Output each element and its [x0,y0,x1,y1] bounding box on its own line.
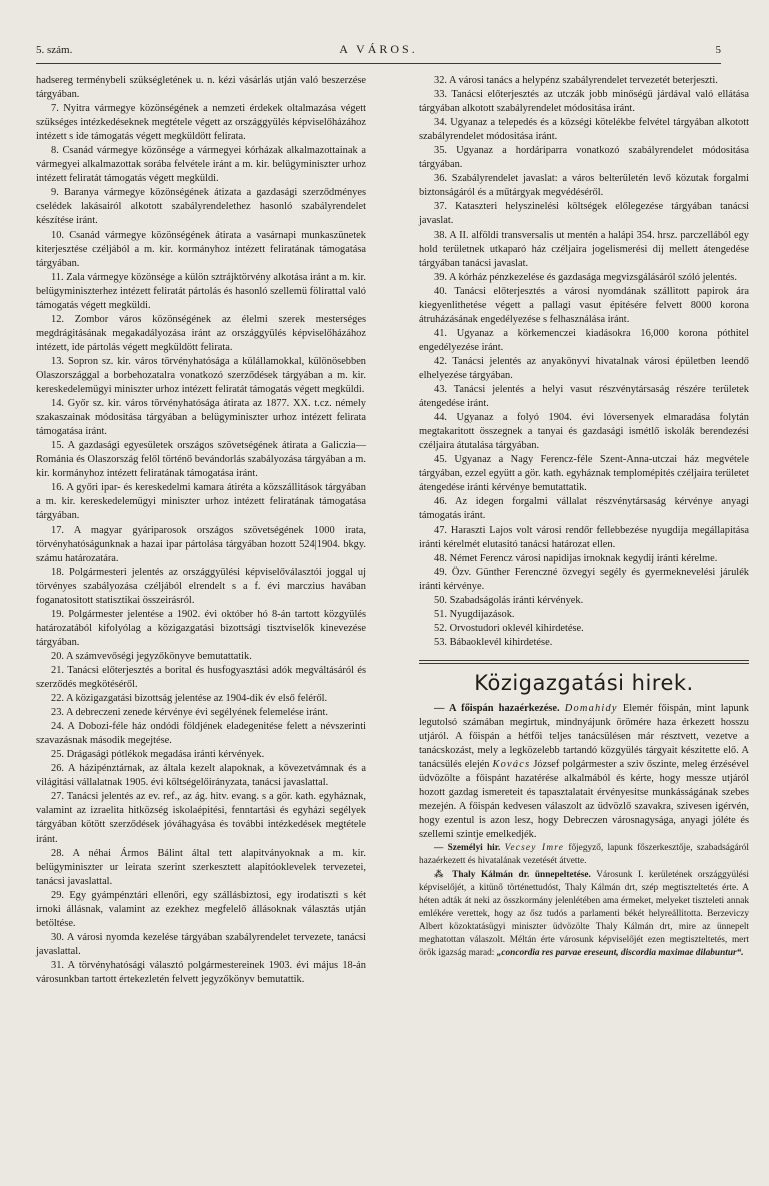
news-text: Elemér főispán, mint lapunk legutolsó számában megirtuk, mindnyájunk örömére haza érkezett hosszu utjáról. A főispán a hétfői teljes tanácsülésen már résztvett, vezetve a tanácskozást, mely a legközelebb tartandó közgyülés tárgyait készitette elő. A tanácsülés elején [419,702,749,771]
agenda-item: 9. Baranya vármegye közönségének átizata a gazdasági szerződményes cselédek lakásairól alkotott szabályrendelethez hasonló szabályrendelet készítése iránt. [36,187,366,227]
left-column [36,74,366,987]
header-rule [36,63,721,64]
agenda-item: 21. Tanácsi előterjesztés a borital és husfogyasztási adók megváltásáról és szerződés megkötéséről. [36,664,366,691]
agenda-item: 27. Tanácsi jelentés az ev. ref., az ág. hitv. evang. s a gör. kath. egyháznak, valamint az izraelita hitközség iskolaépitési, fenntartási és egyházi segélyek tárgyában kötött szerződések jóváhagyása és további intézkedések megtétele iránt. [36,791,366,845]
journal-title: A VÁROS. [339,42,418,56]
agenda-item: 40. Tanácsi előterjesztés a városi nyomdának szállitott papirok ára kiegyenlithetése végett a pallagi vasut épitésére felvett 8000 korona átruházásának engedélyezése s felhasználása iránt. [419,285,749,325]
agenda-item: 14. Győr sz. kir. város törvényhatósága átirata az 1877. XX. t.cz. némely szakaszainak módositása tárgyában a belügyminiszter urhoz intézett felirata támogatása iránt. [36,398,366,438]
agenda-item: 11. Zala vármegye közönsége a külön sztrájktörvény alkotása iránt a m. kir. belügyminiszterhez intézett feliratát pártolás és hasonló szellemü fölirattal való támogatás végett megküldi. [36,271,366,311]
agenda-item: 52. Orvostudori oklevél kihirdetése. [434,622,584,634]
agenda-item: 31. A törvényhatósági választó polgármestereinek 1903. évi május 18-án városunkban tartott értekezletén felvett jegyzőkönyv bemutattik. [36,959,366,985]
agenda-item: 25. Drágasági pótlékok megadása iránti kérvények. [51,749,265,761]
agenda-item: 16. A győri ipar- és kereskedelmi kamara átiréta a közszállitások tárgyában a m. kir. kereskedelemügyi miniszter urhoz intézett feliratának támogatása tárgyában. [36,482,366,522]
agenda-item: 24. A Dobozi-féle ház ondódi földjének eladegenitése felett a névszerinti szavazásnak második megejtése. [36,721,366,747]
page-number: 5 [715,44,721,56]
news-paragraph-szemelyi [419,842,749,868]
agenda-item: 45. Ugyanaz a Nagy Ferencz-féle Szent-Anna-utczai ház megvétele tárgyában, ezzel együtt a gör. kath. egyháznak templomépités czéljaira területet átengedése iránti kérvénye bemutattatik. [419,454,749,494]
agenda-item: 15. A gazdasági egyesületek országos szövetségének átirata a Galiczia—Románia és Olaszország felől történő bevándorlás szabályozása tárgyában a m. kir. kormányhoz intézett feliratának támogatása iránt. [36,440,366,480]
news-text: Városunk I. kerületének országgyülési képviselőjét, a kitünő történettudóst, Thaly Kálmán drt, szép megtiszteltetés érte. A héten adták át neki az összkormány jelenlétében ama érmeket, melyeket tiszteleti annak emlékére verettek, hogy az ősz tudós a parlamenti békét helyreállitotta. Berzeviczy Albert közoktatásügyi miniszter üdvözölte Thaly Kálmán drt, mire az ünnepelt meghatottan válaszolt. Méltán érte városunk képviselőjét ezen megtiszteltetés, mert örök igazság marad: [419,869,750,959]
section-divider [419,660,749,664]
agenda-item: 28. A néhai Ármos Bálint által tett alapitványoknak a m. kir. belügyminiszter ur leirata szerint szerkesztett alapitóoklevelek tervezetei, tanácsi javaslattal. [36,847,366,887]
news-lead: — A főispán hazaérkezése. [434,702,560,714]
news-paragraph-foispan [419,702,749,842]
section-title: Közigazgatási hirek. [474,670,694,695]
issue-number: 5. szám. [36,44,73,56]
agenda-item: 30. A városi nyomda kezelése tárgyában szabályrendelet tervezete, tanácsi javaslattal. [36,931,366,957]
news-lead: — Személyi hir. [434,843,501,854]
agenda-item: 7. Nyitra vármegye közönségének a nemzeti érdekek oltalmazása végett szükséges intézkedéseknek megtétele végett az országgyülés képviselőházához intézett s ide támogatás végett megküldött felirata. [36,103,366,143]
agenda-item: 48. Német Ferencz városi napidijas irnoknak kegydij iránti kérelme. [434,552,718,564]
news-text-2: József polgármester a sziv őszinte, meleg érzésével üdvözölte a főispánt hazatérése alkalmából és kérte, hogy messze utjáról hozott gazdag ismereteit és tapasztalatait érvényesitse munkásságának szebes mezején. A főispán kedvesen válaszolt az üdvözlő szavakra, szivesen igérvén, hogy ezentul is azon lesz, hogy Debreczen városnagysága, anyagi jóléte és szellemi szintje emelkedjék. [419,759,749,841]
agenda-item: 10. Csanád vármegye közönségének átirata a vasárnapi munkaszünetek kiterjesztése czéljából a m. kir. kormányhoz intézett feliratának támogatása tárgyában. [36,229,366,269]
news-paragraph-thaly [419,869,749,961]
agenda-item: 19. Polgármester jelentése a 1902. évi október hó 8-án tartott közgyülés határozatából kifolyólag a közigazgatási bizottsági tisztviselők kinevezése tárgyában. [36,608,366,648]
agenda-item: 42. Tanácsi jelentés az anyakönyvi hivatalnak városi épületben leendő elhelyezése tárgyában. [419,355,749,381]
agenda-item: 50. Szabadságolás iránti kérvények. [434,594,584,606]
agenda-item: 29. Egy gyámpénztári ellenőri, egy szállásbiztosi, egy irodatiszti s két irnoki állásnak, valamint az ezekhez megfelelő állásoknak választás utján betöltése. [36,889,366,929]
agenda-list-continued [419,74,749,650]
agenda-item: 33. Tanácsi előterjesztés az utczák jobb minőségü járdával való ellátása tárgyában alkotott szabályrendelet módositása iránt. [419,89,749,115]
agenda-item: 41. Ugyanaz a körkemenczei kiadásokra 16,000 korona póthitel engedélyezése iránt. [419,327,749,353]
agenda-item: 49. Özv. Günther Ferenczné özvegyi segély és gyermeknevelési járulék iránti kérvénye. [419,566,749,592]
agenda-item: 53. Bábaoklevél kihirdetése. [434,636,553,648]
agenda-item: 13. Sopron sz. kir. város törvényhatósága a külállamokkal, különösebben Olaszországgal a borbehozatalra vonatkozó szerződések tárgyában a m. kir. kereskedelemügyi miniszter urhoz intézett feliratát támogatás végett megküldi. [36,355,366,396]
agenda-item: 20. A számvevőségi jegyzőkönyve bemutattatik. [51,650,252,662]
news-name: Vecsey Imre [504,843,565,854]
agenda-item: 34. Ugyanaz a telepedés és a községi kötelékbe felvétel tárgyában alkotott szabályrendelet módositása iránt. [419,117,749,143]
agenda-item: 38. A II. alföldi transversalis ut mentén a halápi 354. hrsz. parczellából egy hold területnek utkaparó ház czéljaira jogelismerési dij mellett átengedése tárgyában tanácsi javaslat. [419,229,749,269]
agenda-item: 46. Az idegen forgalmi vállalat részvénytársaság kérvénye anyagi támogatás iránt. [419,496,749,522]
agenda-item: 44. Ugyanaz a folyó 1904. évi lóversenyek elmaradása folytán megtakaritott összegnek a tanyai és gazdasági ismétlő iskolák berendezési czéljaira átutalása tárgyában. [419,412,749,452]
news-lead: ⁂ Thaly Kálmán dr. ünnepeltetése. [434,869,591,880]
news-quote: „concordia res parvae ereseunt, discordia maximae dilabuntur“. [496,948,744,959]
agenda-item: 22. A közigazgatási bizottság jelentése az 1904-dik év első feléről. [51,693,328,705]
agenda-item: hadsereg terménybeli szükségletének u. n. kézi vásárlás utján való beszerzése tárgyában. [36,75,366,101]
page-header [36,44,721,60]
agenda-item: 47. Haraszti Lajos volt városi rendőr fellebbezése nyugdija megállapitása iránti kérelmét elutasitó tanácsi határozat ellen. [419,524,749,550]
agenda-item: 43. Tanácsi jelentés a helyi vasut részvénytársaság részére területek átengedése iránt. [419,384,749,410]
news-name: Domahidy [564,702,618,714]
agenda-item: 36. Szabályrendelet javaslat: a város belterületén levő közutak forgalmi biztonságáról és a műtárgyak megvédéséről. [419,173,749,199]
agenda-item: 23. A debreczeni zenede kérvénye évi segélyének felemelése iránt. [51,707,328,719]
agenda-item: 12. Zombor város közönségének az élelmi szerek mesterséges megdrágitásának megakadályozása iránt az országgyülés képviselőházához intézett, ide pártolás végett megküldött felirata. [36,313,366,353]
agenda-item: 8. Csanád vármegye közönsége a vármegyei kórházak alkalmazottainak a vármegyei alkalmazottak sorába felvétele iránt a m. kir. belügyminiszter urhoz intézett feliratát támogatás végett megküldi. [36,145,366,185]
agenda-item: 51. Nyugdijazások. [434,608,515,620]
agenda-item: 39. A kórház pénzkezelése és gazdasága megvizsgálásáról szóló jelentés. [434,271,737,283]
agenda-item: 32. A városi tanács a helypénz szabályrendelet tervezetét beterjeszti. [434,75,718,86]
agenda-item: 35. Ugyanaz a hordáriparra vonatkozó szabályrendelet módositása tárgyában. [419,145,749,171]
right-column [419,74,749,960]
news-name-2: Kovács [492,759,531,771]
agenda-item: 26. A házipénztárnak, az általa kezelt alapoknak, a kövezetvámnak és a világitási vállalatnak 1905. évi költségelőirányzata, tanácsi javaslattal. [36,763,366,789]
agenda-item: 17. A magyar gyáriparosok országos szövetségének 1000 irata, törvényhatóságunknak a hazai ipar pártolása tárgyában hozott 524|1904. bkgy. számu határozatára. [36,524,366,564]
agenda-item: 37. Kataszteri helyszinelési költségek előlegezése tárgyában tanácsi javaslat. [419,201,749,227]
news-text: főjegyző, lapunk főszerkesztője, szabadságáról hazaérkezett és hivatalának vezetését átvette. [419,843,749,867]
agenda-item: 18. Polgármesteri jelentés az országgyülési képviselőválasztói joggal uj törvényes szabályozása czéljából elrendelt s a f. évi marczius havában foganatositott statisztikai összeirásról. [36,566,366,606]
